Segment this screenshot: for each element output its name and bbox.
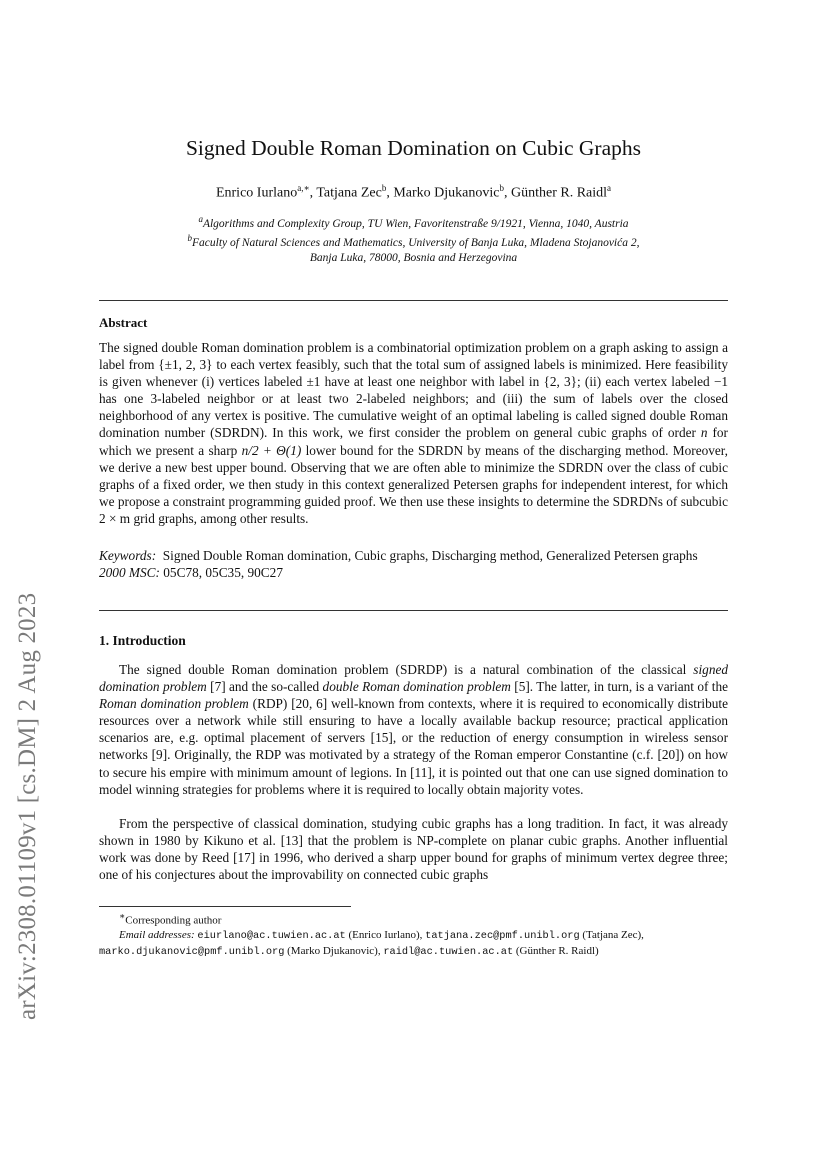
abstract-text: The signed double Roman domination problem is a combinatorial optimization problem on a graph asking to assign a label from {±1, 2, 3} to each vertex feasibly, such that the total sum of assigned labels is minimized. Here feasibility is given whenever (i) vertices labeled ±1 have at least one neighbor with label in {2, 3}; (ii) each vertex labeled −1 has one 3-labeled neighbor or at least two 2-labeled neighbors; and (iii) the sum of labels over the closed neighborhood of any vertex is positive. The cumulative weight of an optimal labeling is called signed double Roman domination number (SDRDN). In this work, we first consider the problem on general cubic graphs of order n for which we present a sharp n/2 + Θ(1) lower bound for the SDRDN by means of the discharging method. Moreover, we derive a new best upper bound. Observing that we are often able to minimize the SDRDN over the class of cubic graphs of a fixed order, we then study in this context generalized Petersen graphs for independent interest, for which we propose a constraint programming guided proof. We then use these insights to determine the SDRDNs of subcubic 2 × m grid graphs, among other results. (99, 340, 729, 526)
footnotes: ∗Corresponding author Email addresses: eiurlano@ac.tuwien.ac.at (Enrico Iurlano), tatjana.zec@pmf.unibl.org (Tatjana Zec), marko.djukanovic@pmf.unibl.org (Marko Djukanovic), raidl@ac.tuwien.ac.at (Günther R. Raidl) (99, 911, 644, 958)
affiliation-a: $^a$Algorithms and Complexity Group, TU Wien, Favoritenstraße 9/1921, Vienna, 1040, Austria (198, 214, 629, 230)
abstract-heading: Abstract (99, 315, 148, 330)
affiliations (0, 212, 827, 265)
msc-codes: 05C78, 05C35, 90C27 (163, 565, 283, 580)
keywords-label: Keywords: (99, 548, 157, 563)
author-name: Marko Djukanovic (393, 185, 500, 201)
author-mark: a (607, 183, 612, 193)
author-name: Enrico Iurlano (215, 185, 298, 201)
abstract-top-rule (99, 300, 728, 301)
author-name: Günther R. Raidl (510, 185, 608, 201)
abstract-bottom-rule (99, 610, 728, 611)
author-mark: b (499, 183, 504, 193)
footnote-rule (99, 906, 351, 907)
author-mark: a,∗ (297, 183, 310, 193)
author-mark: b (381, 183, 387, 193)
author-list: Enrico Iurlano$^{a,∗}$, Tatjana Zec$^b$, Marko Djukanovic$^b$, Günther R. Raidl$^a$ (215, 183, 612, 201)
intro-paragraph-2: From the perspective of classical domination, studying cubic graphs has a long tradition. In fact, it was already shown in 1980 by Kikuno et al. [13] that the problem is NP-complete on planar cubic graphs. Another influential work was done by Reed [17] in 1996, who derived a sharp upper bound for graphs of minimum vertex degree three; one of his conjectures about the improvability on connected cubic graphs (99, 816, 728, 883)
affiliation-b-cont: Banja Luka, 78000, Bosnia and Herzegovina (309, 251, 518, 264)
email-link[interactable]: tatjana.zec@pmf.unibl.org (425, 930, 580, 943)
arxiv-stamp: arXiv:2308.01109v1 [cs.DM] 2 Aug 2023 (14, 592, 41, 1020)
msc-label: 2000 MSC: (99, 565, 160, 580)
author-name: Tatjana Zec (316, 185, 382, 201)
email-link[interactable]: eiurlano@ac.tuwien.ac.at (197, 930, 346, 943)
keywords (99, 547, 728, 581)
keywords-text: Signed Double Roman domination, Cubic graphs, Discharging method, Generalized Petersen graphs (162, 548, 698, 563)
paper-title: Signed Double Roman Domination on Cubic Graphs (185, 136, 642, 160)
email-link[interactable]: marko.djukanovic@pmf.unibl.org (99, 945, 285, 958)
affiliation-b: $^b$Faculty of Natural Sciences and Mathematics, University of Banja Luka, Mladena Stojanovića 2, (187, 233, 640, 250)
section-heading: 1. Introduction (99, 633, 186, 648)
intro-paragraph-1: The signed double Roman domination problem (SDRDP) is a natural combination of the classical signed domination problem [7] and the so-called double Roman domination problem [5]. The latter, in turn, is a variant of the Roman domination problem (RDP) [20, 6] well-known from contexts, where it is required to economically distribute resources over a network while still ensuring to have a locally available backup resource; practical application scenarios are, e.g. optimal placement of servers [15], or the reduction of energy consumption in wireless sensor networks [9]. Originally, the RDP was motivated by a strategy of the Roman emperor Constantine (c.f. [20]) on how to secure his empire with minimum amount of legions. In [11], it is pointed out that one can use signed domination to model winning strategies for problems where it is required to locally obtain majority votes. (99, 662, 729, 797)
email-link[interactable]: raidl@ac.tuwien.ac.at (383, 945, 514, 958)
